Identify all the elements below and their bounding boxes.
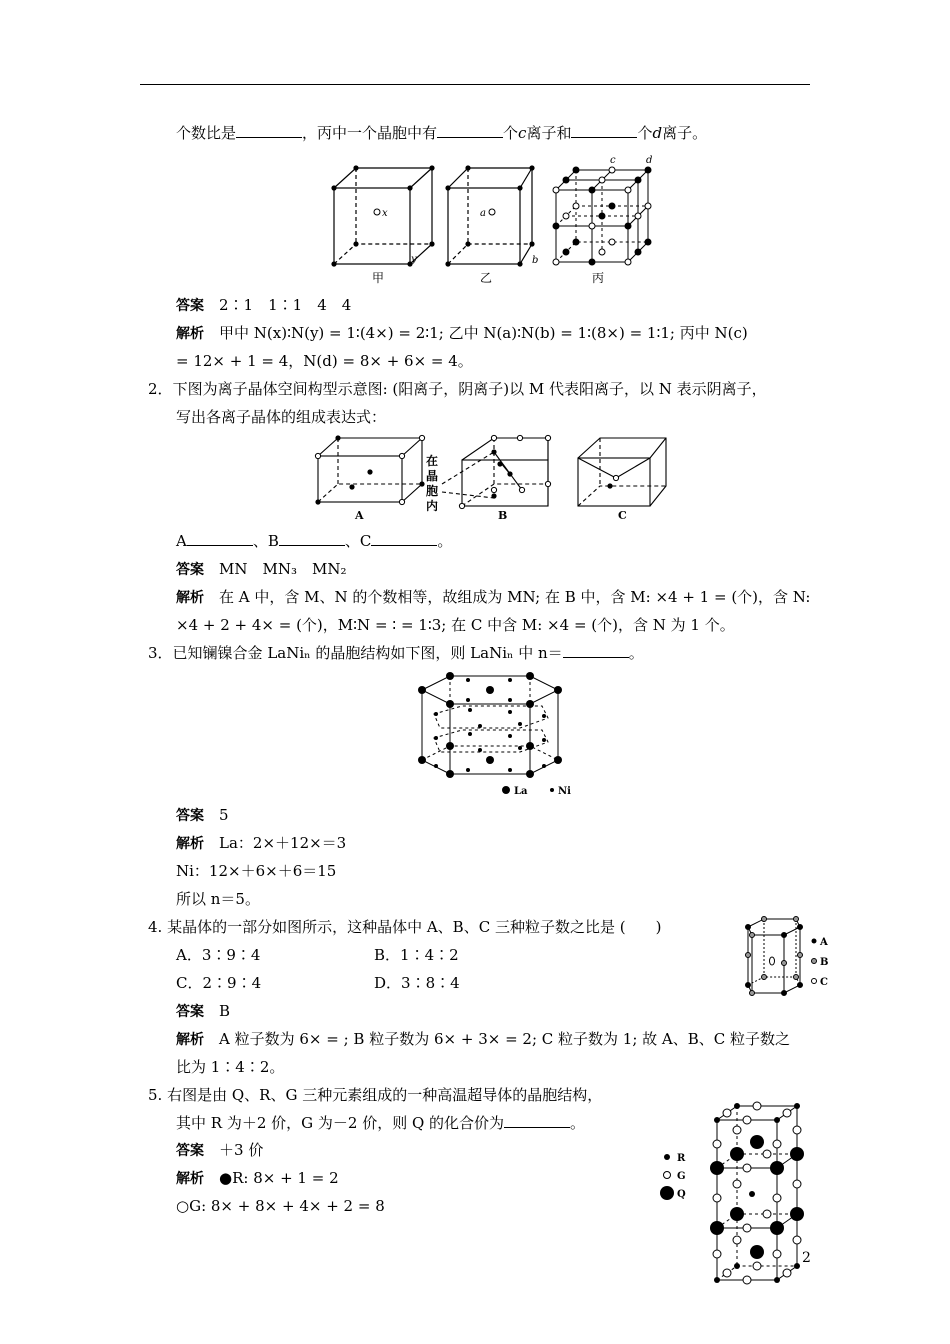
svg-text:a: a bbox=[480, 208, 486, 219]
q3-analysis-2: Ni：12×＋6×＋6＝15 bbox=[176, 862, 337, 880]
q4-option-d[interactable]: D．3∶8∶4 bbox=[374, 974, 460, 992]
answer-blank[interactable] bbox=[279, 531, 345, 546]
q3-answer: 答案 5 bbox=[176, 806, 229, 824]
header-rule bbox=[140, 84, 810, 85]
q4-option-c[interactable]: C．2∶9∶4 bbox=[176, 974, 262, 992]
svg-text:B: B bbox=[498, 509, 508, 522]
svg-text:胞: 胞 bbox=[426, 484, 439, 498]
svg-text:Q: Q bbox=[677, 1189, 686, 1200]
svg-text:R: R bbox=[677, 1153, 686, 1164]
q2-analysis-2: ×4 + 2 + 4× = (个)，M∶N = ∶ = 1∶3; 在 C 中含 M: ×4 = (个)，含 N 为 1 个。 bbox=[176, 616, 735, 634]
q3-analysis-1: 解析 La：2×＋12×＝3 bbox=[176, 834, 347, 852]
svg-text:c: c bbox=[610, 155, 616, 166]
q5-figure bbox=[655, 1096, 805, 1286]
svg-text:C: C bbox=[618, 509, 627, 522]
q2-answer: 答案 MN MN₃ MN₂ bbox=[176, 560, 347, 578]
q1-analysis-2: = 12× + 1 = 4，N(d) = 8× + 6× = 4。 bbox=[176, 352, 473, 370]
q2-stem-2: 写出各离子晶体的组成表达式： bbox=[176, 408, 387, 426]
page-number: 2 bbox=[802, 1250, 811, 1266]
answer-blank[interactable] bbox=[437, 123, 503, 138]
svg-text:内: 内 bbox=[426, 499, 439, 513]
q1-figure bbox=[320, 150, 660, 290]
q5-stem-1: 5. 右图是由 Q、R、G 三种元素组成的一种高温超导体的晶胞结构， bbox=[148, 1086, 603, 1104]
cell-yi bbox=[448, 168, 532, 264]
q4-analysis-2: 比为 1∶4∶2。 bbox=[176, 1058, 285, 1076]
svg-text:La: La bbox=[514, 786, 528, 797]
q2-stem-1: 2．下图为离子晶体空间构型示意图: (阳离子，阴离子)以 M 代表阳离子，以 N 表示阴离子， bbox=[148, 380, 767, 398]
svg-text:丙: 丙 bbox=[592, 271, 605, 285]
svg-text:d: d bbox=[646, 155, 653, 166]
q3-analysis-3: 所以 n＝5。 bbox=[176, 890, 260, 908]
q2-figure bbox=[310, 432, 680, 524]
svg-text:乙: 乙 bbox=[480, 271, 493, 285]
answer-blank[interactable] bbox=[187, 531, 253, 546]
q4-option-a[interactable]: A．3∶9∶4 bbox=[176, 946, 261, 964]
svg-text:在: 在 bbox=[426, 454, 439, 468]
q3-figure bbox=[410, 670, 580, 800]
q5-stem-2: 其中 R 为＋2 价，G 为－2 价，则 Q 的化合价为 。 bbox=[176, 1114, 586, 1132]
svg-text:y: y bbox=[411, 254, 417, 265]
q5-answer: 答案 ＋3 价 bbox=[176, 1141, 264, 1159]
q1-analysis-1: 解析 甲中 N(x)∶N(y) = 1∶(4×) = 2∶1; 乙中 N(a)∶N(b) = 1∶(8×) = 1∶1; 丙中 N(c) bbox=[176, 324, 748, 342]
answer-blank[interactable] bbox=[236, 123, 302, 138]
svg-text:A: A bbox=[355, 509, 364, 522]
q5-analysis-1: 解析 ●R: 8× + 1 = 2 bbox=[176, 1169, 339, 1187]
svg-text:x: x bbox=[382, 208, 388, 219]
svg-text:C: C bbox=[820, 977, 828, 988]
svg-text:G: G bbox=[677, 1171, 686, 1182]
q4-option-b[interactable]: B．1∶4∶2 bbox=[374, 946, 459, 964]
answer-blank[interactable] bbox=[504, 1113, 570, 1128]
svg-text:Ni: Ni bbox=[558, 786, 571, 797]
svg-text:甲: 甲 bbox=[372, 271, 385, 285]
svg-text:b: b bbox=[532, 255, 539, 266]
svg-text:A: A bbox=[820, 937, 828, 948]
q4-stem: 4. 某晶体的一部分如图所示，这种晶体中 A、B、C 三种粒子数之比是 ( ) bbox=[148, 918, 662, 936]
q2-analysis-1: 解析 在 A 中，含 M、N 的个数相等，故组成为 MN; 在 B 中，含 M: ×4 + 1 = (个)，含 N: bbox=[176, 588, 811, 606]
answer-blank[interactable] bbox=[571, 123, 637, 138]
svg-text:晶: 晶 bbox=[426, 469, 439, 483]
answer-blank[interactable] bbox=[563, 643, 629, 658]
q4-answer: 答案 B bbox=[176, 1002, 231, 1020]
q4-figure bbox=[740, 915, 840, 1003]
q4-analysis-1: 解析 A 粒子数为 6× = ; B 粒子数为 6× + 3× = 2; C 粒子数为 1; 故 A、B、C 粒子数之 bbox=[176, 1030, 791, 1048]
answer-blank[interactable] bbox=[371, 531, 437, 546]
q1-stem: 个数比是 ，丙中一个晶胞中有 个c离子和 个d离子。 bbox=[176, 124, 708, 142]
q1-answer: 答案 2∶1 1∶1 4 4 bbox=[176, 296, 352, 314]
q5-analysis-2: ○G: 8× + 8× + 4× + 2 = 8 bbox=[176, 1197, 385, 1215]
svg-text:B: B bbox=[820, 957, 829, 968]
q3-stem: 3．已知镧镍合金 LaNiₙ 的晶胞结构如下图，则 LaNiₙ 中 n＝ 。 bbox=[148, 644, 644, 662]
q2-blanks: A 、B 、C 。 bbox=[176, 532, 453, 550]
